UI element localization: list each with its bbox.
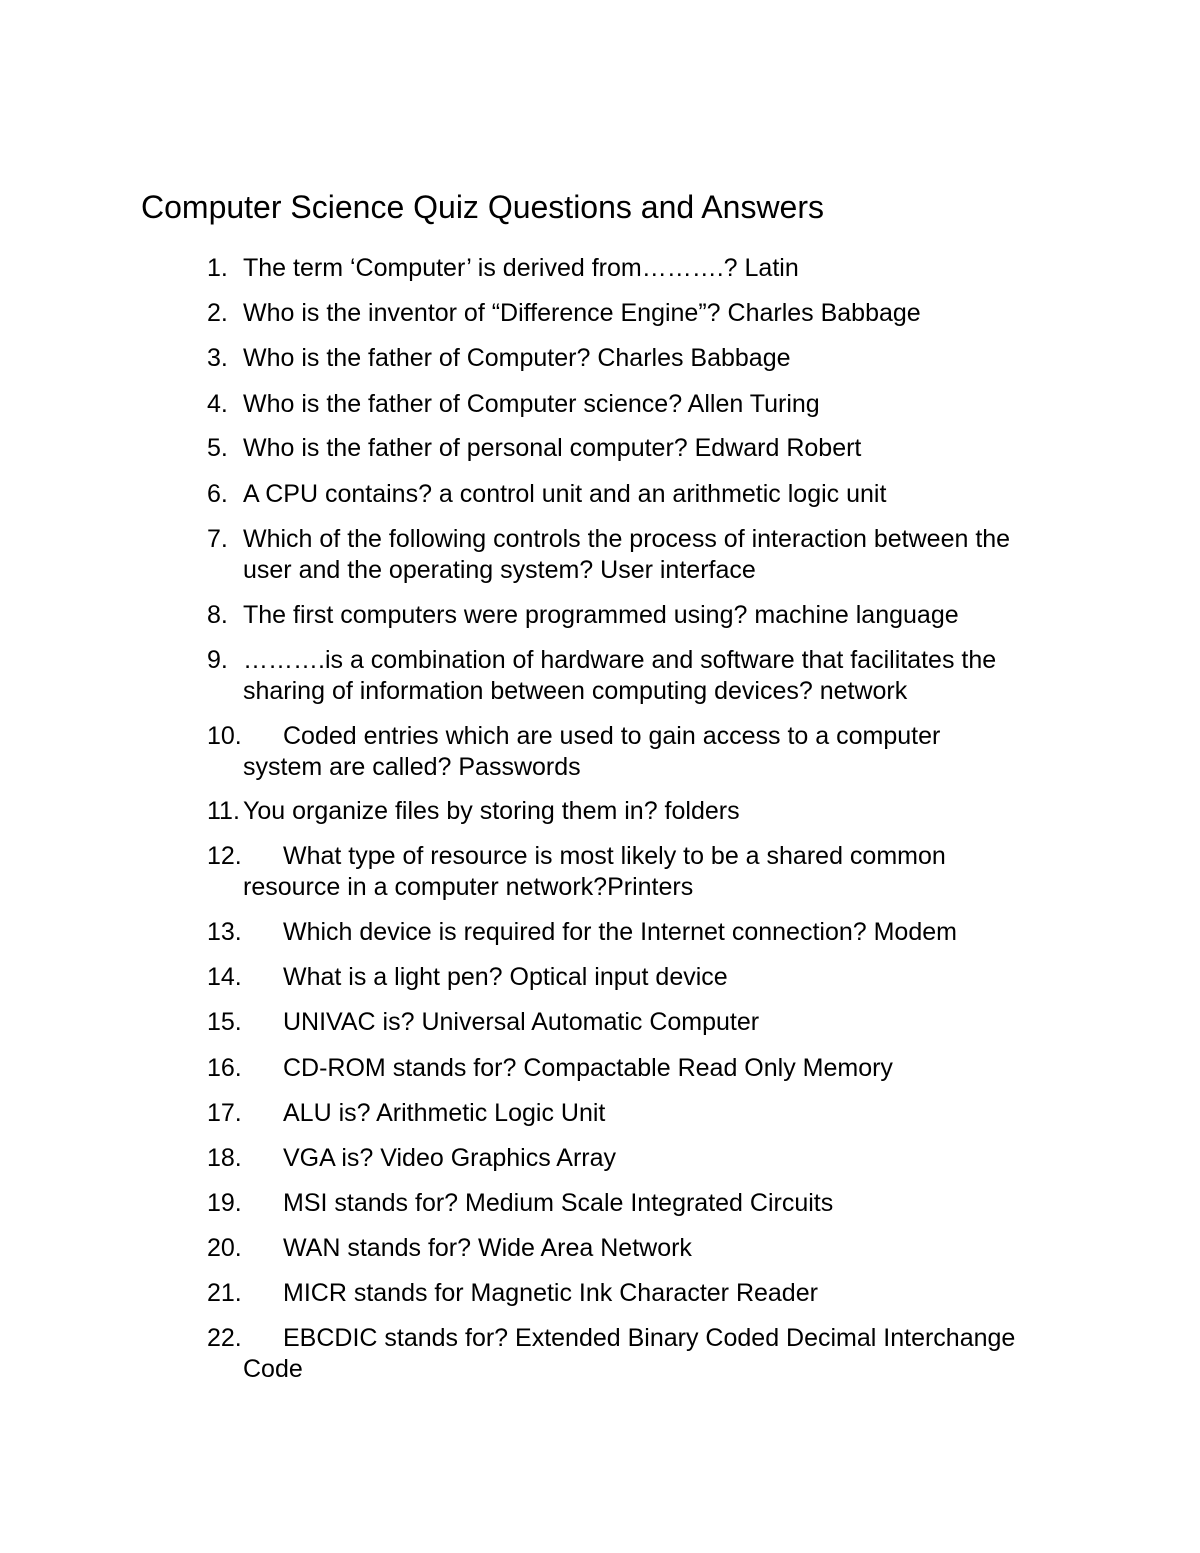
item-text: The term ‘Computer’ is derived from……….? Latin	[243, 254, 799, 282]
list-item	[207, 524, 1077, 586]
item-number: 10.	[207, 722, 242, 750]
item-text: VGA is? Video Graphics Array	[283, 1144, 617, 1172]
document-title: Computer Science Quiz Questions and Answers	[141, 189, 824, 225]
item-number: 8.	[207, 601, 228, 629]
list-item	[207, 1188, 1077, 1219]
item-text: UNIVAC is? Universal Automatic Computer	[283, 1008, 760, 1036]
item-text-continued: resource in a computer network?	[243, 873, 608, 901]
item-text: What is a light pen? Optical input device	[283, 963, 728, 991]
list-item	[207, 389, 1077, 420]
item-number: 20.	[207, 1234, 242, 1262]
list-item	[207, 1233, 1077, 1264]
item-text: ALU is? Arithmetic Logic Unit	[283, 1099, 606, 1127]
list-item	[207, 841, 1077, 903]
item-text-continued: sharing of information between computing devices? network	[243, 677, 908, 705]
item-number: 3.	[207, 344, 228, 372]
item-number: 18.	[207, 1144, 242, 1172]
item-number: 14.	[207, 963, 242, 991]
item-number: 22.	[207, 1324, 242, 1352]
item-number: 17.	[207, 1099, 242, 1127]
item-number: 6.	[207, 480, 228, 508]
item-text: Who is the father of Computer? Charles Babbage	[243, 344, 791, 372]
item-number: 12.	[207, 842, 242, 870]
list-item	[207, 433, 1077, 464]
list-item	[207, 962, 1077, 993]
item-number: 1.	[207, 254, 228, 282]
item-text: The first computers were programmed using? machine language	[243, 601, 959, 629]
list-item	[207, 645, 1077, 707]
list-item	[207, 298, 1077, 329]
item-text: Which of the following controls the process of interaction between the	[243, 525, 1011, 553]
item-number: 5.	[207, 434, 228, 462]
item-text: EBCDIC stands for? Extended Binary Coded Decimal Interchange	[283, 1324, 1016, 1352]
item-number: 13.	[207, 918, 242, 946]
list-item	[207, 1007, 1077, 1038]
item-text: Who is the father of personal computer? Edward Robert	[243, 434, 862, 462]
list-item	[207, 1098, 1077, 1129]
item-text: MICR stands for Magnetic Ink Character Reader	[283, 1279, 818, 1307]
item-text: WAN stands for? Wide Area Network	[283, 1234, 692, 1262]
item-text: A CPU contains? a control unit and an arithmetic logic unit	[243, 480, 887, 508]
item-text-continued: Code	[243, 1355, 303, 1383]
list-item	[207, 917, 1077, 948]
item-text: CD-ROM stands for? Compactable Read Only Memory	[283, 1054, 893, 1082]
item-text: What type of resource is most likely to be a shared common	[283, 842, 946, 870]
item-number: 21.	[207, 1279, 242, 1307]
list-item	[207, 253, 1077, 284]
list-item	[207, 343, 1077, 374]
item-number: 16.	[207, 1054, 242, 1082]
item-answer: Printers	[607, 873, 694, 901]
item-text: MSI stands for? Medium Scale Integrated Circuits	[283, 1189, 834, 1217]
item-text: You organize files by storing them in? folders	[243, 797, 740, 825]
list-item	[207, 796, 1077, 827]
item-number: 2.	[207, 299, 228, 327]
item-text-continued: user and the operating system? User interface	[243, 556, 756, 584]
list-item	[207, 1278, 1077, 1309]
item-number: 19.	[207, 1189, 242, 1217]
item-text: Who is the inventor of “Difference Engine”? Charles Babbage	[243, 299, 921, 327]
item-text-continued: system are called? Passwords	[243, 753, 581, 781]
item-text: Coded entries which are used to gain access to a computer	[283, 722, 941, 750]
list-item	[207, 479, 1077, 510]
item-number: 7.	[207, 525, 228, 553]
item-text: ……….is a combination of hardware and software that facilitates the	[243, 646, 997, 674]
list-item	[207, 1053, 1077, 1084]
list-item	[207, 1323, 1077, 1385]
item-number: 4.	[207, 390, 228, 418]
item-number: 15.	[207, 1008, 242, 1036]
item-number: 11.	[207, 797, 240, 825]
list-item	[207, 1143, 1077, 1174]
item-text: Which device is required for the Internet connection? Modem	[283, 918, 957, 946]
list-item	[207, 600, 1077, 631]
item-number: 9.	[207, 646, 228, 674]
item-text: Who is the father of Computer science? Allen Turing	[243, 390, 820, 418]
list-item	[207, 721, 1077, 783]
